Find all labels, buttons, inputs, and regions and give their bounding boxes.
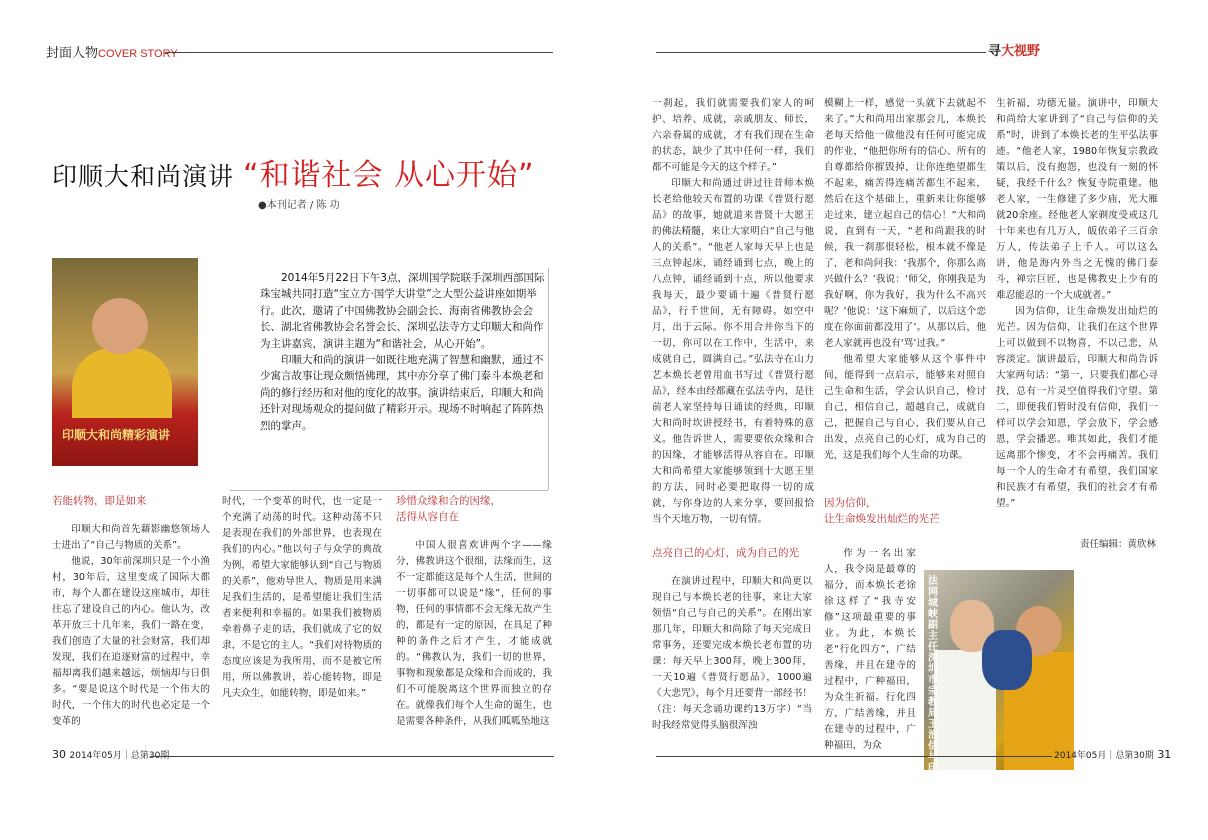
editor-credit: 责任编辑：黄欣林 (1080, 539, 1157, 550)
speaker-photo (52, 258, 198, 466)
text-column (824, 96, 986, 476)
face-shape (92, 298, 148, 354)
section-label-b: 大视野 (1001, 44, 1041, 59)
text-column (996, 96, 1158, 524)
paragraph: 生祈福，功德无量。演讲中，印顺大和尚给大家讲到了“自己与信仰的关系”时，讲到了本焕长老的生平弘法事迹。“他老人家，1980年恢复宗教政策以后，没有抱怨，也没有一刻的怀疑，我经千什么？恢复寺院重建。他老人家，一生修建了多少庙，光大雁就20余座。经他老人家剃度受戒这几十年来也有几万人，皈依弟子三百余万人，传法弟子上千人。可以这么讲，他是海内外当之无愧的佛门泰斗，禅宗巨匠，也是佛教史上少有的难忍能忍的一个大成就者。” (996, 98, 1158, 301)
text-column (824, 546, 916, 751)
intro-paragraph: 印顺大和尚的演讲一如既往地充满了智慧和幽默，通过不少寓言故事让现众颇悟佛理，其中亦分享了佛门泰斗本焕老和尚的修行经历和对他的度化的故事。演讲结束后，印顺大和尚还针对现场观众的提问做了精彩开示。现场不时响起了阵阵热烈的掌声。 (260, 354, 544, 432)
paragraph: 一刹起，我们就需要我们家人的呵护、培养、成就，亲戚朋友、师长，六亲眷属的成就，才有我们现在生命的状态，缺少了其中任何一样，我们都不可能是今天的这个样子。” (652, 98, 814, 173)
byline: ●本刊记者 / 陈 功 (258, 200, 340, 211)
paragraph: 因为信仰，让生命焕发出灿烂的光芒。因为信仰，让我们在这个世界上可以做到不以物喜，不以己悲，从容淡定。演讲最后，印顺大和尚告诉大家两句话：“第一，只要我们都心寻找，总有一片灵空值得我们守望。第二，即便我们暂时没有信仰，我们一样可以学会知恩，学会放下，学会感恩，学会播恶。唯其如此，我们才能远离那个惨变，才不会再痛苦。我们每一个人的生命才有希望，我们国家和民族才有希望，我们的社会才有希望。” (996, 306, 1158, 509)
text-column (396, 538, 552, 740)
header-rule-right (656, 52, 986, 53)
issue-date: 2014年05月｜总第30期 (1054, 751, 1154, 761)
page-number: 31 (1157, 748, 1172, 761)
flower-bouquet (982, 630, 1032, 690)
article-title (52, 150, 535, 194)
section-heading: 因为信仰， (824, 497, 877, 509)
section-heading: 让生命焕发出灿烂的光芒 (824, 513, 940, 525)
footer-right (1054, 748, 1171, 761)
paragraph: 印顺大和尚通过讲过往昔师本焕长老给他较天布置的功课《普贤行愿品》的故事，她就道来普贤十大愿王的佛法精髓，来让大家明白“自己与他人的关系”。“他老人家每天早上也是三点钟起床，诵经诵到七点，晚上的八点钟，诵经诵到十点，所以他要求我每天，最少要诵十遍《普贤行愿品》，行千世间，无有障碍。如空中月，出于云际。你不用合并你当下的一切，你可以在工作中，生活中，来成就自己，圆满自己。”弘法寺在山力艺本焕长老曾用血书写过《普贤行愿品》，经本由经都藏在弘法寺内，是往前老人家坚持每日诵读的经典，印顺大和尚时坎讲授经书，有着特殊的意义。他告诉世人，需要要依众缘和合的因缘，才能够活得从容自在。印顺大和尚希望大家能够领到十大愿王里的方法，同时必要把取得一切的成就，与你身边的人来分享，要回报恰当个天地万物，一切有情。 (652, 178, 814, 525)
paragraph: 模糊上一样，感觉一头就下去就起不来了。”大和尚用出家那会儿，本焕长老每天给他一做他没有任何可能完成的作业，“他把你所有的信心、所有的自尊都给你摧毁掉，让你连绝望都生不起来，痛苦得连痛苦都生不起来，然后在这个基础上，重新来让你能够走过来，建立起自己的信心！”大和尚说，直到有一天，“老和尚跟我的时候，我一刹那很轻松，根本就不像是了，老和尚问我：‘我那个，你那么高兴做什么？’我说：‘师父，你刚我是为我好啊，你为我好，我为什么不高兴呢？’他说：‘这下麻烦了，以后这个恋度在你面前都没用了’。从那以后，他老人家就再也没有‘骂’过我。” (824, 98, 986, 349)
section-heading: 若能转物，即是如来 (52, 495, 147, 507)
paragraph: 作为一名出家人，我令岗是最尊的福分，而本焕长老徐徐这样了“我寺安修”这项最重要的事业。为此，本焕长老“行化四方”，广结善缘，并且在建寺的过程中，广种福田，为众生祈福。行化四方，广结善缘，并且在建寺的过程中，广种福田，为众 (824, 548, 916, 751)
page-number: 30 (52, 748, 66, 761)
footer-rule-left (150, 756, 554, 757)
section-heading: 活得从容自在 (396, 511, 459, 523)
paragraph: 他希望大家能够从这个事件中间，能得到一点启示，能够来对照自己生命和生活，学会认识自己，检讨自己，相信自己，超越自己，成就自己，把握自己与自心，我们要从自己出发，点亮自己的心灯，成为自己的光，这是我们每个人生命的功课。 (824, 354, 986, 461)
text-column (652, 96, 814, 524)
paragraph: 他说，30年前深圳只是一个小渔村，30年后，这里变成了国际大都市，每个人都在建设这座城市，却往往忘了建设自己的内心。他认为，改革开放三十几年来，我们一路在变，我们创造了大量的社会财富，我们却发现，我们在追逐财富的过程中，幸福却离我们越来越远，烦恼却与日俱多。“要是说这个时代是一个伟大的时代，一个伟大的时代也必定是一个变革的 (52, 556, 210, 727)
paragraph: 中国人很喜欢讲两个字——缘分，佛教讲这个很细，法缘而生，这不一定都能这是每个人生活，世间的一切事都可以说是“缘”，任何的事物，任何的事情都不会无缘无故产生的，都是有一定的原因，在具足了种种的条件之后才产生，才能成就的。“佛教认为，我们一切的世界，事物和现象都是众缘和合而成的，我们不可能脱离这个世界而独立的存在。就像我们每个人生命的诞生，也是需要各种条件，从我们呱呱坠地这 (396, 540, 552, 727)
paragraph: 印顺大和尚首先藉影幽悠领场人士进出了“自己与物质的关系”。 (52, 524, 210, 551)
title-quoted: “和谐社会 从心开始” (242, 158, 535, 193)
issue-date: 2014年05月｜总第30期 (69, 751, 170, 761)
paragraph: 时代，一个变革的时代，也一定是一个充满了动荡的时代。这种动荡不只是表现在我们的外部世界，也表现在我们的内心。”他以句子与众学的典故为例，希望大家能够认到“自己与物质的关系”，他劝导世人，物质是用来满足我们生活的，是希望能让我们生活者来便利和幸福的。如果我们被物质牵着鼻子走的话，我们就成了它的奴隶，不是它的主人。“我们对待物质的态度应该是为我所用，而不是被它所用，所以佛教讲，若心能转物，即是凡夫众生，如能转物，即是如来。” (222, 496, 382, 699)
paragraph: 在演讲过程中，印顺大和尚更以现自己与本焕长老的往事，来让大家领悟“自己与自己的关系”。在刚出家那几年，印顺大和尚除了每天完成日常事务，还要完成本焕长老布置的功课：每天早上300拜，晚上300拜，一天10遍《普贤行愿品》，1000遍《大悲咒》，每个月还要背一部经书！（注：每天念诵功课约13万字）“当时我经常觉得头脑很浑浊 (652, 576, 812, 731)
intro-paragraph: 2014年5月22日下午3点，深圳国学院联手深圳西部国际珠宝城共同打造“宝立方·国学大讲堂”之大型公益讲座如期举行。此次，邀请了中国佛教协会副会长、海南省佛教协会会长、湖北省佛教协会名誉会长、深圳弘法寺方丈印顺大和尚作为主讲嘉宾，演讲主题为“和谐社会，从心开始”。 (260, 272, 545, 350)
section-label-cn: 封面人物 (46, 46, 99, 61)
intro-frame-bottom (230, 490, 548, 491)
robe-shape (72, 348, 172, 418)
text-column (652, 574, 812, 740)
header-rule-left (165, 52, 553, 53)
footer-left (52, 748, 169, 761)
section-label-en: COVER STORY (98, 48, 178, 60)
section-label-a: 寻 (988, 44, 1002, 59)
section-heading: 点亮自己的心灯，成为自己的光 (652, 547, 799, 559)
intro-frame-right (548, 268, 549, 490)
section-heading: 珍惜众缘和合的因缘， (396, 495, 501, 507)
photo-caption: 法网城峡副主任深圳市宗教局王治信与印顺大和尚合影 (928, 576, 938, 840)
intro-text (260, 270, 548, 434)
text-column (222, 494, 382, 740)
section-header-right (988, 40, 1040, 59)
title-main: 印顺大和尚演讲 (52, 162, 243, 191)
text-column (52, 522, 210, 740)
group-photo (924, 570, 1074, 840)
section-header-left (46, 42, 178, 61)
photo-caption: 印顺大和尚精彩演讲 (62, 428, 171, 442)
footer-rule-right (656, 756, 1052, 757)
